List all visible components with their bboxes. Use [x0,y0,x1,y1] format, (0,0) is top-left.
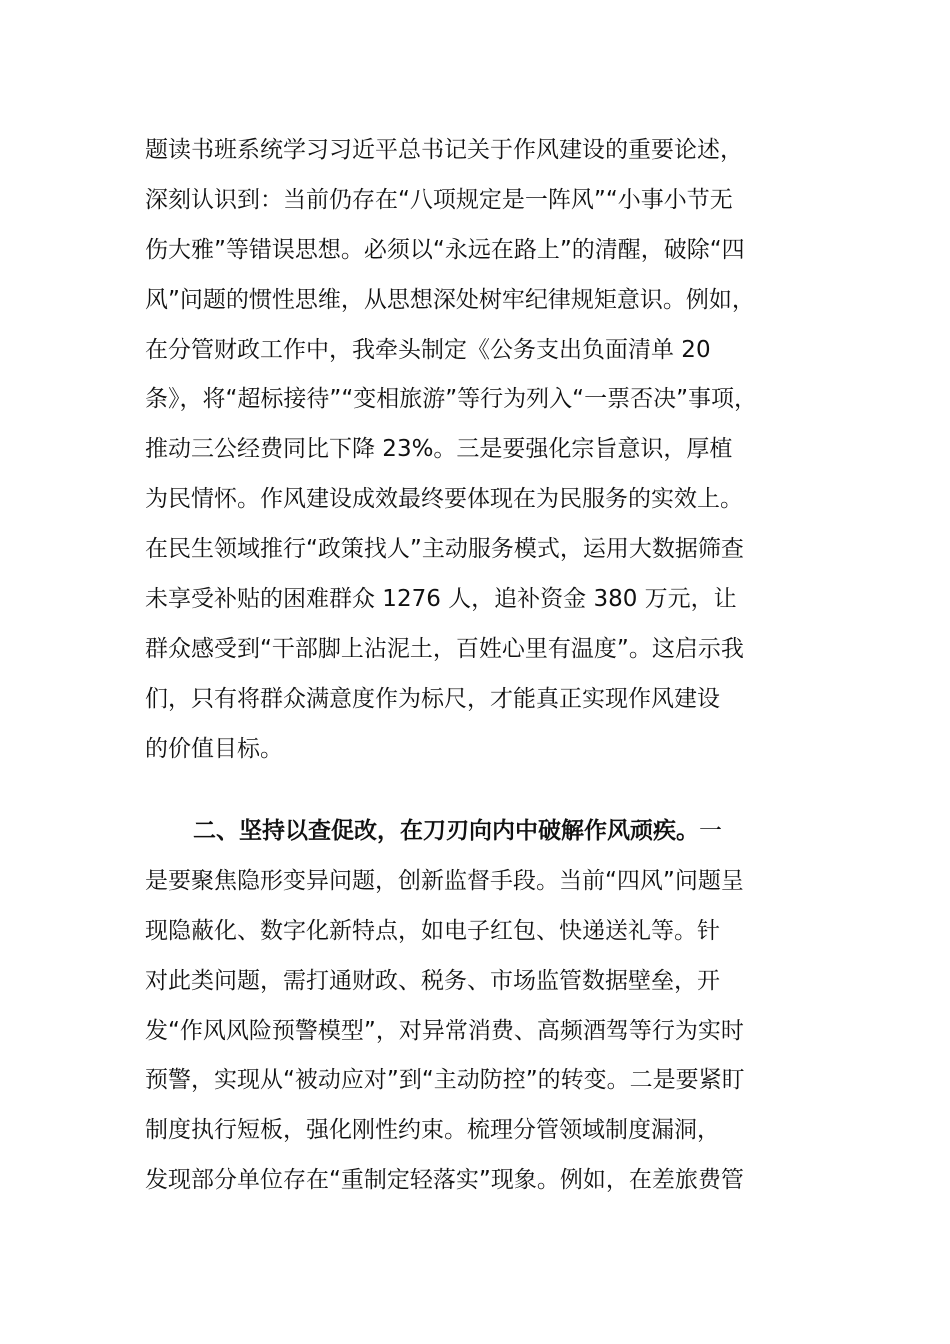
text-line: 深刻认识到：当前仍存在“八项规定是一阵风”“小事小节无 [145,186,733,213]
body-paragraph-1 [145,126,825,775]
text-line: 制度执行短板，强化刚性约束。梳理分管领域制度漏洞， [145,1117,720,1144]
text-line: 在分管财政工作中，我牵头制定《公务支出负面清单 20 [145,336,711,363]
text-line: 题读书班系统学习习近平总书记关于作风建设的重要论述， [145,137,743,163]
text-line: 发现部分单位存在“重制定轻落实”现象。例如，在差旅费管 [145,1167,744,1194]
text-line: 为民情怀。作风建设成效最终要体现在为民服务的实效上。 [145,486,743,513]
text-line: 条》，将“超标接待”“变相旅游”等行为列入“一票否决”事项， [145,386,757,413]
text-line: 群众感受到“干部脚上沾泥土，百姓心里有温度”。这启示我 [145,635,744,662]
text-line: 对此类问题，需打通财政、税务、市场监管数据壁垒，开 [145,967,720,994]
text-line: 在民生领域推行“政策找人”主动服务模式，运用大数据筛查 [145,536,744,563]
text-line: 伤大雅”等错误思想。必须以“永远在路上”的清醒，破除“四 [145,236,745,263]
text-line: 发“作风风险预警模型”，对异常消费、高频酒驾等行为实时 [145,1017,744,1044]
text-line: 现隐蔽化、数字化新特点，如电子红包、快递送礼等。针 [145,917,720,944]
text-run: 一 [699,818,722,844]
text-line: 风”问题的惯性思维，从思想深处树牢纪律规矩意识。例如， [145,286,755,313]
section-first-line [145,807,825,857]
text-line: 未享受补贴的困难群众 1276 人，追补资金 380 万元，让 [145,586,737,613]
text-line: 的价值目标。 [145,735,283,762]
body-paragraph-2 [145,807,825,1206]
text-line: 推动三公经费同比下降 23%。三是要强化宗旨意识，厚植 [145,436,733,463]
text-line: 是要聚焦隐形变异问题，创新监督手段。当前“四风”问题呈 [145,867,744,894]
section-heading: 二、坚持以查促改，在刀刃向内中破解作风顽疾。 [193,818,699,844]
text-line: 们，只有将群众满意度作为标尺，才能真正实现作风建设 [145,685,720,712]
text-line: 预警，实现从“被动应对”到“主动防控”的转变。二是要紧盯 [145,1067,745,1094]
